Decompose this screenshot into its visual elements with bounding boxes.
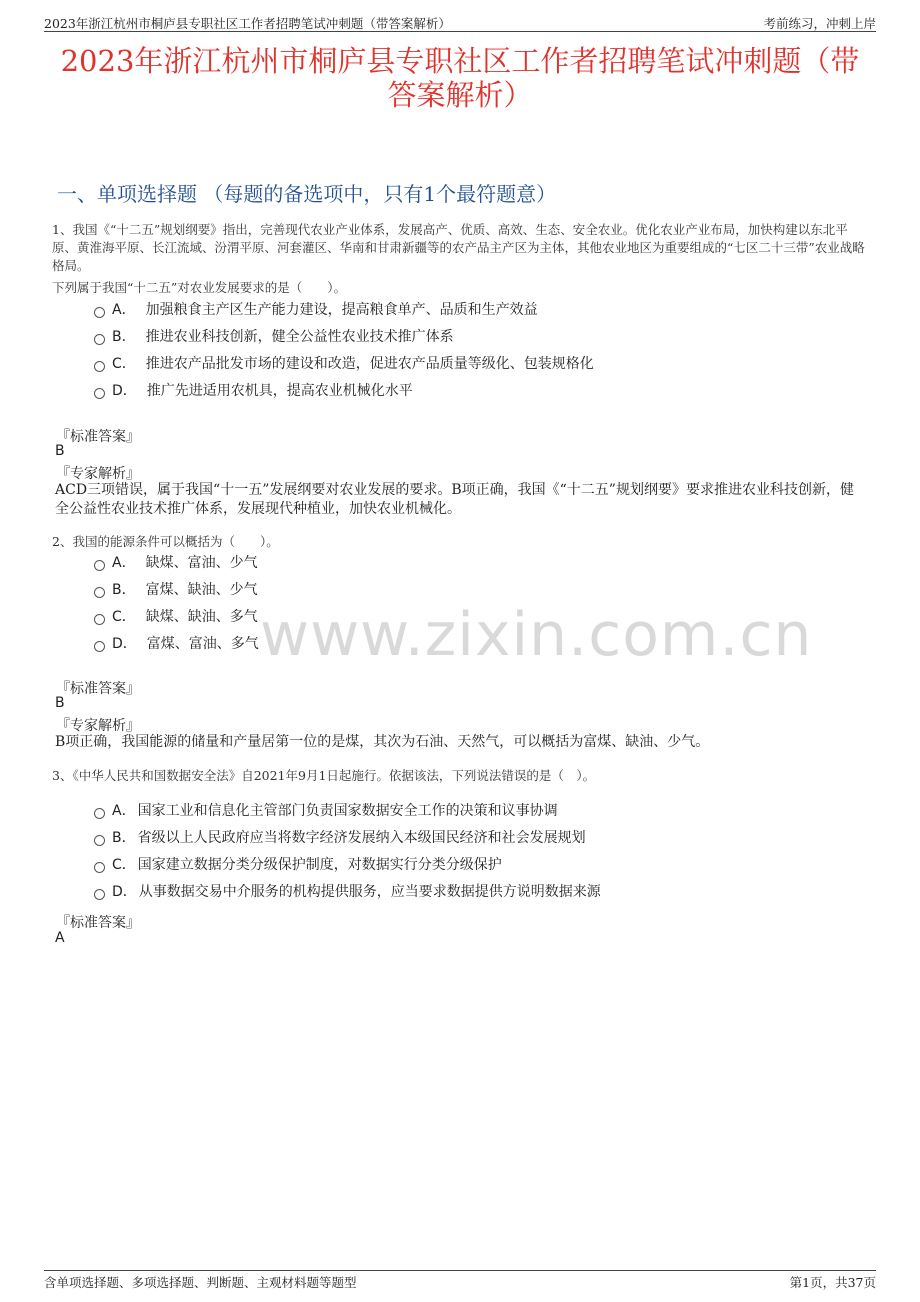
question-3-option-a[interactable]: A． 国家工业和信息化主管部门负责国家数据安全工作的决策和议事协调 xyxy=(94,801,558,821)
header-left-text: 2023年浙江杭州市桐庐县专职社区工作者招聘笔试冲刺题（带答案解析） xyxy=(44,16,451,31)
radio-icon[interactable] xyxy=(94,808,105,819)
radio-icon[interactable] xyxy=(94,641,105,652)
question-2-analysis: B项正确，我国能源的储量和产量居第一位的是煤，其次为石油、天然气，可以概括为富煤、缺油、少气。 xyxy=(55,734,710,750)
question-2-option-c[interactable]: C． 缺煤、缺油、多气 xyxy=(94,607,258,627)
question-1-analysis-label: 『专家解析』 xyxy=(56,466,140,482)
question-1-analysis: ACD三项错误，属于我国“十一五”发展纲要对农业发展的要求。B项正确，我国《“十二五”规划纲要》要求推进农业科技创新，健全公益性农业技术推广体系，发展现代种植业，加快农业机械化。 xyxy=(55,482,854,517)
question-3-answer: A xyxy=(55,930,65,946)
question-2-answer-label: 『标准答案』 xyxy=(56,681,140,697)
radio-icon[interactable] xyxy=(94,614,105,625)
radio-icon[interactable] xyxy=(94,560,105,571)
question-1-option-b[interactable]: B． 推进农业科技创新，健全公益性农业技术推广体系 xyxy=(94,327,454,347)
radio-icon[interactable] xyxy=(94,889,105,900)
header-divider xyxy=(44,31,876,32)
question-3-option-b[interactable]: B． 省级以上人民政府应当将数字经济发展纳入本级国民经济和社会发展规划 xyxy=(94,828,586,848)
section-heading: 一、单项选择题 （每题的备选项中，只有1个最符题意） xyxy=(57,182,557,206)
page-title: 2023年浙江杭州市桐庐县专职社区工作者招聘笔试冲刺题（带答案解析） xyxy=(60,44,860,112)
radio-icon[interactable] xyxy=(94,388,105,399)
radio-icon[interactable] xyxy=(94,361,105,372)
question-1-answer-label: 『标准答案』 xyxy=(56,429,140,445)
radio-icon[interactable] xyxy=(94,587,105,598)
radio-icon[interactable] xyxy=(94,307,105,318)
footer-left-text: 含单项选择题、多项选择题、判断题、主观材料题等题型 xyxy=(44,1275,357,1290)
question-1-option-a[interactable]: A． 加强粮食主产区生产能力建设，提高粮食单产、品质和生产效益 xyxy=(94,300,538,320)
radio-icon[interactable] xyxy=(94,862,105,873)
question-3-answer-label: 『标准答案』 xyxy=(56,915,140,931)
question-3-option-d[interactable]: D． 从事数据交易中介服务的机构提供服务，应当要求数据提供方说明数据来源 xyxy=(94,882,601,902)
question-2-stem: 2、我国的能源条件可以概括为（ ）。 xyxy=(52,534,279,549)
question-3-option-c[interactable]: C． 国家建立数据分类分级保护制度，对数据实行分类分级保护 xyxy=(94,855,502,875)
question-1-stem: 1、我国《“十二五”规划纲要》指出，完善现代农业产业体系，发展高产、优质、高效、生态、安全农业。优化农业产业布局，加快构建以东北平原、黄淮海平原、长江流域、汾渭平原、河套灌区、华南和甘肃新疆等的农产品主产区为主体，其他农业地区为重要组成的“七区二十三带”农业战略格局。 xyxy=(52,222,865,273)
radio-icon[interactable] xyxy=(94,334,105,345)
radio-icon[interactable] xyxy=(94,835,105,846)
question-2-answer: B xyxy=(55,695,65,711)
question-1-option-d[interactable]: D． 推广先进适用农机具，提高农业机械化水平 xyxy=(94,381,413,401)
footer-divider xyxy=(44,1270,876,1271)
page-number: 第1页，共37页 xyxy=(789,1275,876,1290)
question-1-answer: B xyxy=(55,443,65,459)
question-3-stem: 3、《中华人民共和国数据安全法》自2021年9月1日起施行。依据该法，下列说法错误的是（ ）。 xyxy=(52,768,596,783)
page-header xyxy=(44,10,876,32)
question-2-analysis-label: 『专家解析』 xyxy=(56,718,140,734)
question-2-option-a[interactable]: A． 缺煤、富油、少气 xyxy=(94,553,258,573)
watermark: www.zixin.com.cn xyxy=(260,600,813,670)
header-right-text: 考前练习，冲刺上岸 xyxy=(763,16,876,31)
question-2-option-d[interactable]: D． 富煤、富油、多气 xyxy=(94,634,259,654)
question-1-option-c[interactable]: C． 推进农产品批发市场的建设和改造，促进农产品质量等级化、包装规格化 xyxy=(94,354,594,374)
question-1-prompt: 下列属于我国“十二五”对农业发展要求的是（ ）。 xyxy=(52,280,347,295)
question-2-option-b[interactable]: B． 富煤、缺油、少气 xyxy=(94,580,258,600)
